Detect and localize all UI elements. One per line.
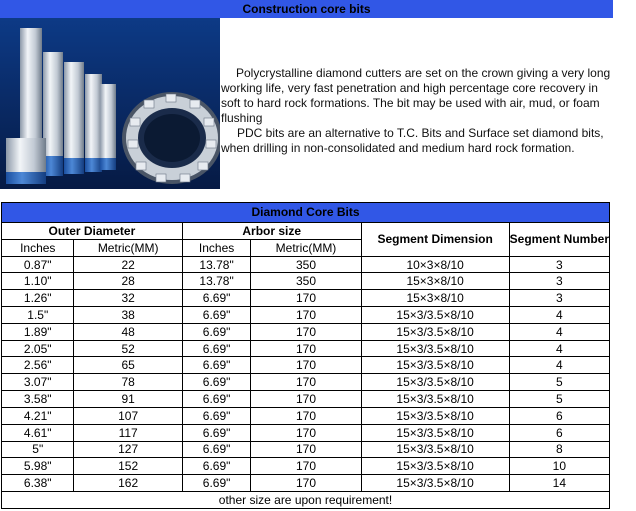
cell-segment-number: 4 xyxy=(510,307,609,323)
cell-outer-metric: 38 xyxy=(74,307,181,323)
cell-outer-inches: 4.21" xyxy=(2,408,73,424)
header-segment-number: Segment Number xyxy=(510,223,609,256)
intro-paragraph-pdc: PDC bits are an alternative to T.C. Bits and Surface set diamond bits, when drilling in non-consolidated and medium hard rock formation. xyxy=(221,126,604,155)
cell-segment-dimension: 15×3×8/10 xyxy=(362,290,509,306)
cell-segment-number: 3 xyxy=(510,257,609,273)
cell-arbor-metric: 350 xyxy=(251,257,360,273)
cell-segment-number: 6 xyxy=(510,408,609,424)
table-footer-row xyxy=(2,492,609,508)
cell-arbor-metric: 170 xyxy=(251,290,360,306)
cell-segment-dimension: 15×3/3.5×8/10 xyxy=(362,408,509,424)
table-caption: Diamond Core Bits xyxy=(2,203,609,222)
cell-segment-dimension: 10×3×8/10 xyxy=(362,257,509,273)
cell-outer-inches: 2.56" xyxy=(2,357,73,373)
cell-outer-inches: 6.38" xyxy=(2,475,73,491)
cell-arbor-metric: 170 xyxy=(251,357,360,373)
core-bits-image xyxy=(0,18,220,189)
cell-outer-inches: 5.98" xyxy=(2,458,73,474)
table-row xyxy=(2,290,609,306)
cell-segment-dimension: 15×3/3.5×8/10 xyxy=(362,324,509,340)
table-group-header-row xyxy=(2,223,609,239)
cell-arbor-metric: 170 xyxy=(251,341,360,357)
cell-outer-inches: 4.61" xyxy=(2,425,73,441)
cell-segment-number: 4 xyxy=(510,341,609,357)
cell-outer-inches: 3.07" xyxy=(2,374,73,390)
cell-outer-metric: 152 xyxy=(74,458,181,474)
cell-outer-metric: 107 xyxy=(74,408,181,424)
cell-segment-number: 10 xyxy=(510,458,609,474)
table-row xyxy=(2,475,609,491)
diamond-core-bits-table xyxy=(1,202,610,509)
cell-arbor-metric: 170 xyxy=(251,442,360,458)
subheader-arbor-inches: Inches xyxy=(183,240,251,256)
table-row xyxy=(2,357,609,373)
cell-outer-inches: 1.89" xyxy=(2,324,73,340)
cell-segment-dimension: 15×3/3.5×8/10 xyxy=(362,475,509,491)
cell-segment-number: 5 xyxy=(510,374,609,390)
cell-segment-dimension: 15×3/3.5×8/10 xyxy=(362,425,509,441)
cell-outer-metric: 22 xyxy=(74,257,181,273)
cell-segment-number: 5 xyxy=(510,391,609,407)
cell-arbor-inches: 6.69" xyxy=(183,425,251,441)
cell-segment-dimension: 15×3/3.5×8/10 xyxy=(362,458,509,474)
cell-arbor-metric: 170 xyxy=(251,374,360,390)
cell-segment-dimension: 15×3/3.5×8/10 xyxy=(362,341,509,357)
cell-outer-metric: 48 xyxy=(74,324,181,340)
cell-arbor-metric: 170 xyxy=(251,307,360,323)
table-row xyxy=(2,307,609,323)
table-row xyxy=(2,341,609,357)
header-segment-dimension: Segment Dimension xyxy=(362,223,509,256)
cell-outer-inches: 1.26" xyxy=(2,290,73,306)
cell-arbor-inches: 6.69" xyxy=(183,290,251,306)
table-footer-note: other size are upon requirement! xyxy=(2,492,609,508)
cell-arbor-inches: 6.69" xyxy=(183,458,251,474)
cell-segment-dimension: 15×3/3.5×8/10 xyxy=(362,357,509,373)
cell-segment-dimension: 15×3/3.5×8/10 xyxy=(362,442,509,458)
cell-segment-number: 3 xyxy=(510,273,609,289)
cell-outer-metric: 28 xyxy=(74,273,181,289)
cell-outer-metric: 65 xyxy=(74,357,181,373)
cell-segment-number: 3 xyxy=(510,290,609,306)
table-row xyxy=(2,257,609,273)
table-row xyxy=(2,391,609,407)
header-outer-diameter: Outer Diameter xyxy=(2,223,182,239)
cell-arbor-inches: 13.78" xyxy=(183,257,251,273)
cell-outer-metric: 78 xyxy=(74,374,181,390)
cell-segment-dimension: 15×3/3.5×8/10 xyxy=(362,307,509,323)
cell-arbor-metric: 350 xyxy=(251,273,360,289)
cell-segment-number: 6 xyxy=(510,425,609,441)
cell-arbor-inches: 6.69" xyxy=(183,442,251,458)
cell-arbor-inches: 13.78" xyxy=(183,273,251,289)
table-row xyxy=(2,374,609,390)
table-row xyxy=(2,458,609,474)
cell-arbor-metric: 170 xyxy=(251,391,360,407)
cell-outer-metric: 162 xyxy=(74,475,181,491)
table-row xyxy=(2,408,609,424)
table-caption-row xyxy=(2,203,609,222)
core-bits-photo xyxy=(0,18,220,189)
cell-arbor-inches: 6.69" xyxy=(183,391,251,407)
intro-paragraph-pcd: Polycrystalline diamond cutters are set on the crown giving a very long working life, very fast penetration and high percentage core recovery in soft to hard rock formations. The bit may be used with air, mud, or foam flushing xyxy=(221,66,611,125)
cell-segment-number: 14 xyxy=(510,475,609,491)
cell-outer-inches: 2.05" xyxy=(2,341,73,357)
cell-outer-inches: 1.5" xyxy=(2,307,73,323)
table-row xyxy=(2,425,609,441)
cell-arbor-inches: 6.69" xyxy=(183,307,251,323)
cell-arbor-inches: 6.69" xyxy=(183,408,251,424)
cell-arbor-inches: 6.69" xyxy=(183,341,251,357)
table-row xyxy=(2,442,609,458)
cell-arbor-inches: 6.69" xyxy=(183,357,251,373)
cell-arbor-inches: 6.69" xyxy=(183,475,251,491)
table-row xyxy=(2,324,609,340)
cell-arbor-metric: 170 xyxy=(251,324,360,340)
cell-outer-metric: 52 xyxy=(74,341,181,357)
table-row xyxy=(2,273,609,289)
subheader-outer-metric: Metric(MM) xyxy=(74,240,181,256)
cell-segment-number: 4 xyxy=(510,357,609,373)
cell-arbor-inches: 6.69" xyxy=(183,374,251,390)
cell-arbor-metric: 170 xyxy=(251,425,360,441)
cell-outer-metric: 117 xyxy=(74,425,181,441)
subheader-outer-inches: Inches xyxy=(2,240,73,256)
cell-segment-dimension: 15×3/3.5×8/10 xyxy=(362,391,509,407)
cell-outer-metric: 91 xyxy=(74,391,181,407)
cell-arbor-metric: 170 xyxy=(251,408,360,424)
cell-outer-inches: 0.87" xyxy=(2,257,73,273)
header-arbor-size: Arbor size xyxy=(183,223,361,239)
cell-segment-dimension: 15×3/3.5×8/10 xyxy=(362,374,509,390)
cell-outer-metric: 32 xyxy=(74,290,181,306)
cell-outer-inches: 1.10" xyxy=(2,273,73,289)
cell-segment-dimension: 15×3×8/10 xyxy=(362,273,509,289)
cell-outer-inches: 3.58" xyxy=(2,391,73,407)
cell-outer-metric: 127 xyxy=(74,442,181,458)
intro-text xyxy=(221,66,616,156)
cell-arbor-metric: 170 xyxy=(251,458,360,474)
cell-segment-number: 4 xyxy=(510,324,609,340)
page-title: Construction core bits xyxy=(0,0,613,18)
subheader-arbor-metric: Metric(MM) xyxy=(251,240,360,256)
cell-arbor-inches: 6.69" xyxy=(183,324,251,340)
cell-segment-number: 8 xyxy=(510,442,609,458)
cell-arbor-metric: 170 xyxy=(251,475,360,491)
cell-outer-inches: 5" xyxy=(2,442,73,458)
